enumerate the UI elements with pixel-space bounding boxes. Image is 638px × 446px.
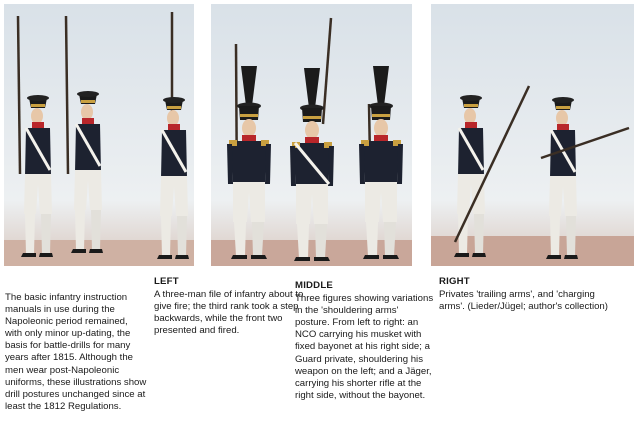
caption-heading-middle: MIDDLE bbox=[295, 280, 333, 291]
caption-left bbox=[154, 276, 306, 337]
caption-heading-left: LEFT bbox=[154, 276, 179, 287]
plate-left-illustration bbox=[4, 4, 194, 266]
caption-middle bbox=[295, 280, 435, 402]
caption-right bbox=[439, 276, 615, 313]
caption-heading-right: RIGHT bbox=[439, 276, 470, 287]
caption-text-right: Privates 'trailing arms', and 'charging arms'. (Lieder/Jügel; author's collection) bbox=[439, 289, 608, 313]
plate-right-illustration bbox=[431, 4, 634, 266]
caption-text-left: A three-man file of infantry about to give fire; the third rank took a step backwards, while the front two presented and fired. bbox=[154, 289, 304, 337]
intro-paragraph: The basic infantry instruction manuals in use during the Napoleonic period remained, with only minor up-dating, the basis for battle-drills for many years after 1815. Although the men wear post-Napoleonic uniforms, these illustrations show drill postures unchanged since at least the 1812 Regulations. bbox=[5, 292, 147, 412]
plate-middle-illustration bbox=[211, 4, 412, 266]
caption-text-middle: Three figures showing variations in the 'shouldering arms' posture. From left to right: an NCO carrying his musket with fixed bayonet at his right side; a Guard private, shouldering his weapon on the left; and a Jäger, carrying his shorter rifle at the right side, without the bayonet. bbox=[295, 293, 434, 401]
